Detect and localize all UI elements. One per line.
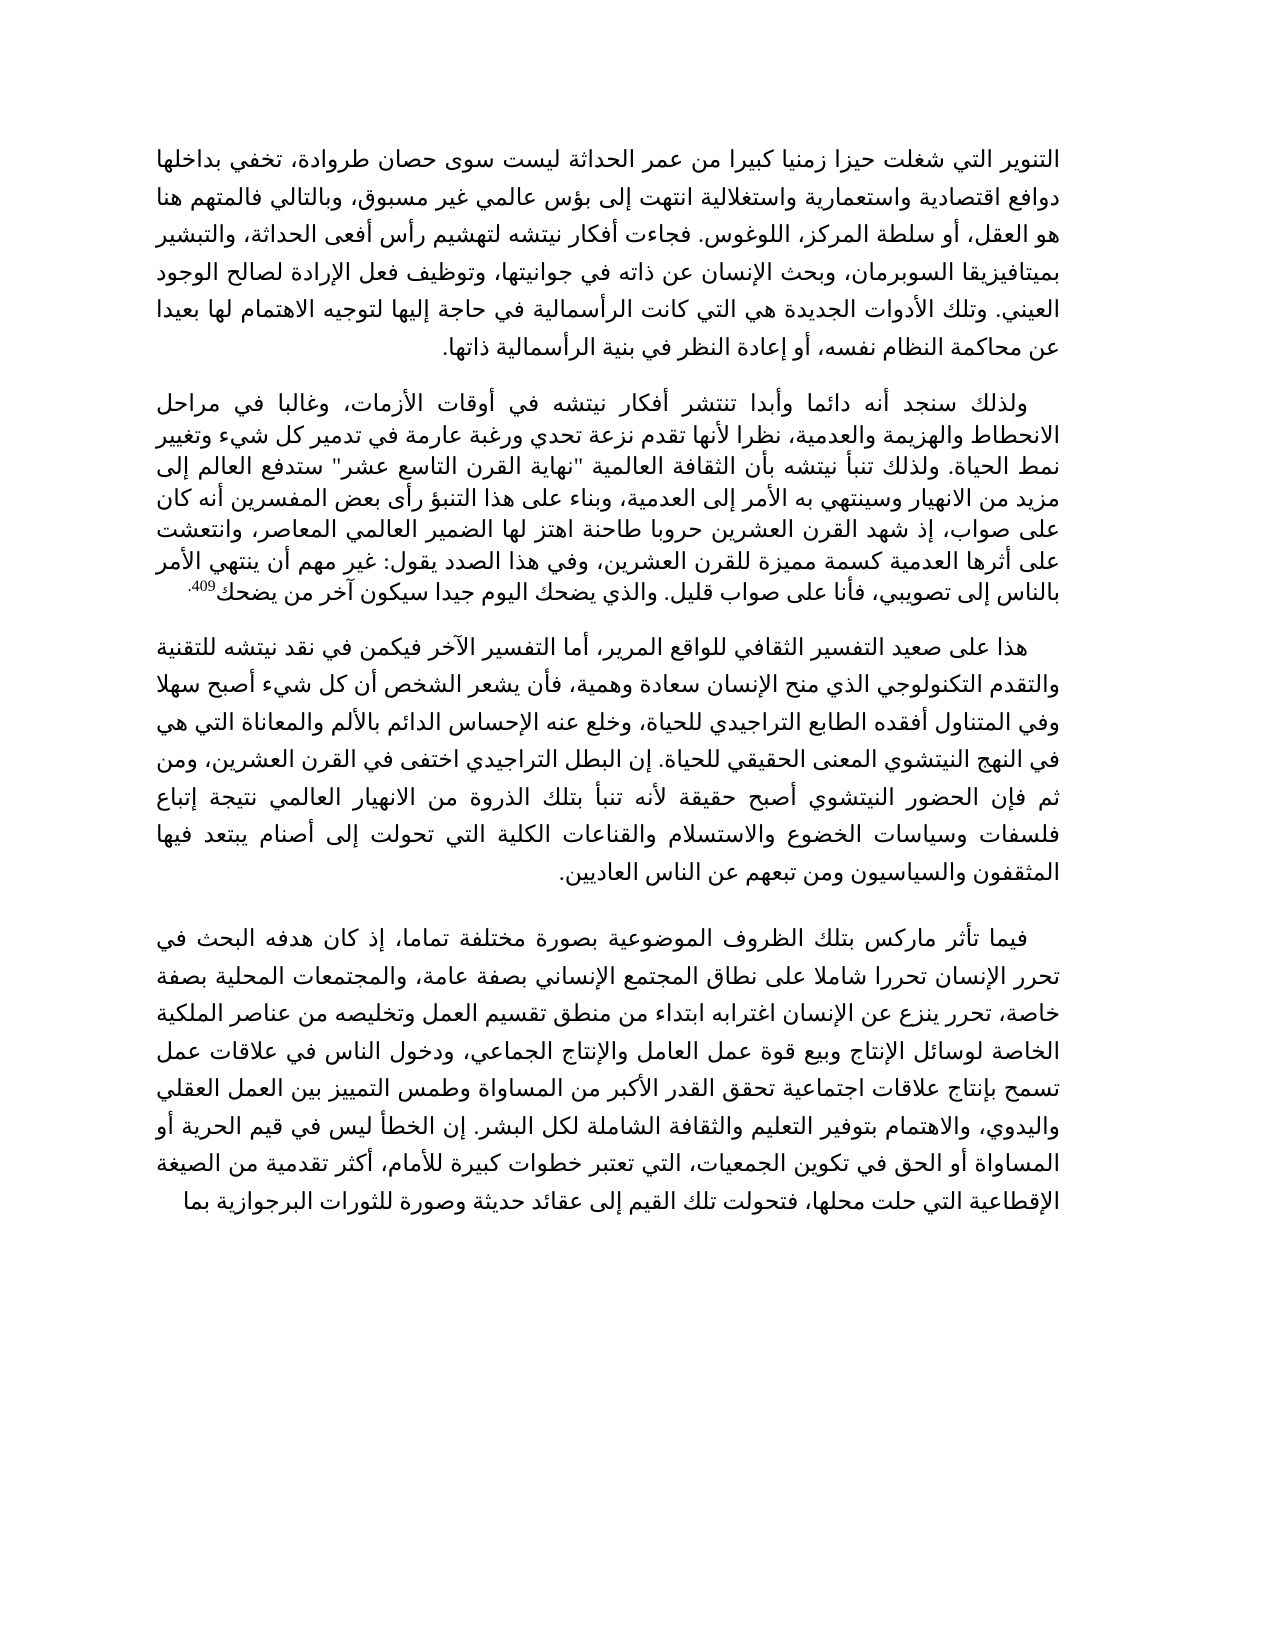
paragraph-2-trailing: . <box>187 578 192 595</box>
paragraph-2-text: ولذلك سنجد أنه دائما وأبدا تنتشر أفكار نيتشه في أوقات الأزمات، وغالبا في مراحل الانحطاط والهزيمة والعدمية، نظرا لأنها تقدم نزعة تحدي ورغبة عارمة في تدمير كل شيء وتغيير نمط الحياة. ولذلك تنبأ نيتشه بأن الثقافة العالمية "نهاية القرن التاسع عشر" ستدفع العالم إلى مزيد من الانهيار وسينتهي به الأمر إلى العدمية، وبناء على هذا التنبؤ رأى بعض المفسرين أنه كان على صواب، إذ شهد القرن العشرين حروبا طاحنة اهتز لها الضمير العالمي المعاصر، وانتعشت على أثرها العدمية كسمة مميزة للقرن العشرين، وفي هذا الصدد يقول: غير مهم أن ينتهي الأمر بالناس إلى تصويبي، فأنا على صواب قليل. والذي يضحك اليوم جيدا سيكون آخر من يضحك <box>156 391 1060 606</box>
paragraph-4 <box>156 921 1060 1221</box>
paragraph-2 <box>156 389 1060 610</box>
paragraph-1-text: التنوير التي شغلت حيزا زمنيا كبيرا من عمر الحداثة ليست سوى حصان طروادة، تخفي بداخلها دوافع اقتصادية واستعمارية واستغلالية انتهت إلى بؤس عالمي غير مسبوق، وبالتالي فالمتهم هنا هو العقل، أو سلطة المركز، اللوغوس. فجاءت أفكار نيتشه لتهشيم رأس أفعى الحداثة، والتبشير بميتافيزيقا السوبرمان، وبحث الإنسان عن ذاته في جوانيتها، وتوظيف فعل الإرادة لصالح الوجود العيني. وتلك الأدوات الجديدة هي التي كانت الرأسمالية في حاجة إليها لتوجيه الاهتمام لها بعيدا عن محاكمة النظام نفسه، أو إعادة النظر في بنية الرأسمالية ذاتها. <box>156 147 1060 361</box>
paragraph-3-text: هذا على صعيد التفسير الثقافي للواقع المرير، أما التفسير الآخر فيكمن في نقد نيتشه للتقنية والتقدم التكنولوجي الذي منح الإنسان سعادة وهمية، فأن يشعر الشخص أن كل شيء أصبح سهلا وفي المتناول أفقده الطابع التراجيدي للحياة، وخلع عنه الإحساس الدائم بالألم والمعاناة التي هي في النهج النيتشوي المعنى الحقيقي للحياة. إن البطل التراجيدي اختفى في القرن العشرين، ومن ثم فإن الحضور النيتشوي أصبح حقيقة لأنه تنبأ بتلك الذروة من الانهيار العالمي نتيجة إتباع فلسفات وسياسات الخضوع والاستسلام والقناعات الكلية التي تحولت إلى أصنام يبتعد فيها المثقفون والسياسيون ومن تبعهم عن الناس العاديين. <box>156 634 1060 886</box>
paragraph-3 <box>156 630 1060 893</box>
document-page <box>156 142 1060 1221</box>
paragraph-1 <box>156 142 1060 367</box>
paragraph-4-text: فيما تأثر ماركس بتلك الظروف الموضوعية بصورة مختلفة تماما، إذ كان هدفه البحث في تحرر الإنسان تحررا شاملا على نطاق المجتمع الإنساني بصفة عامة، والمجتمعات المحلية بصفة خاصة، تحرر ينزع عن الإنسان اغترابه ابتداء من منطق تقسيم العمل وتخليصه من عناصر الملكية الخاصة لوسائل الإنتاج وبيع قوة عمل العامل والإنتاج الجماعي، ودخول الناس في علاقات عمل تسمح بإنتاج علاقات اجتماعية تحقق القدر الأكبر من المساواة وطمس التمييز بين العمل العقلي واليدوي، والاهتمام بتوفير التعليم والثقافة الشاملة لكل البشر. إن الخطأ ليس في قيم الحرية أو المساواة أو الحق في تكوين الجمعيات، التي تعتبر خطوات كبيرة للأمام، أكثر تقدمية من الصيغة الإقطاعية التي حلت محلها، فتحولت تلك القيم إلى عقائد حديثة وصورة للثورات البرجوازية بما <box>156 926 1060 1215</box>
footnote-reference[interactable]: 409 <box>191 578 216 595</box>
